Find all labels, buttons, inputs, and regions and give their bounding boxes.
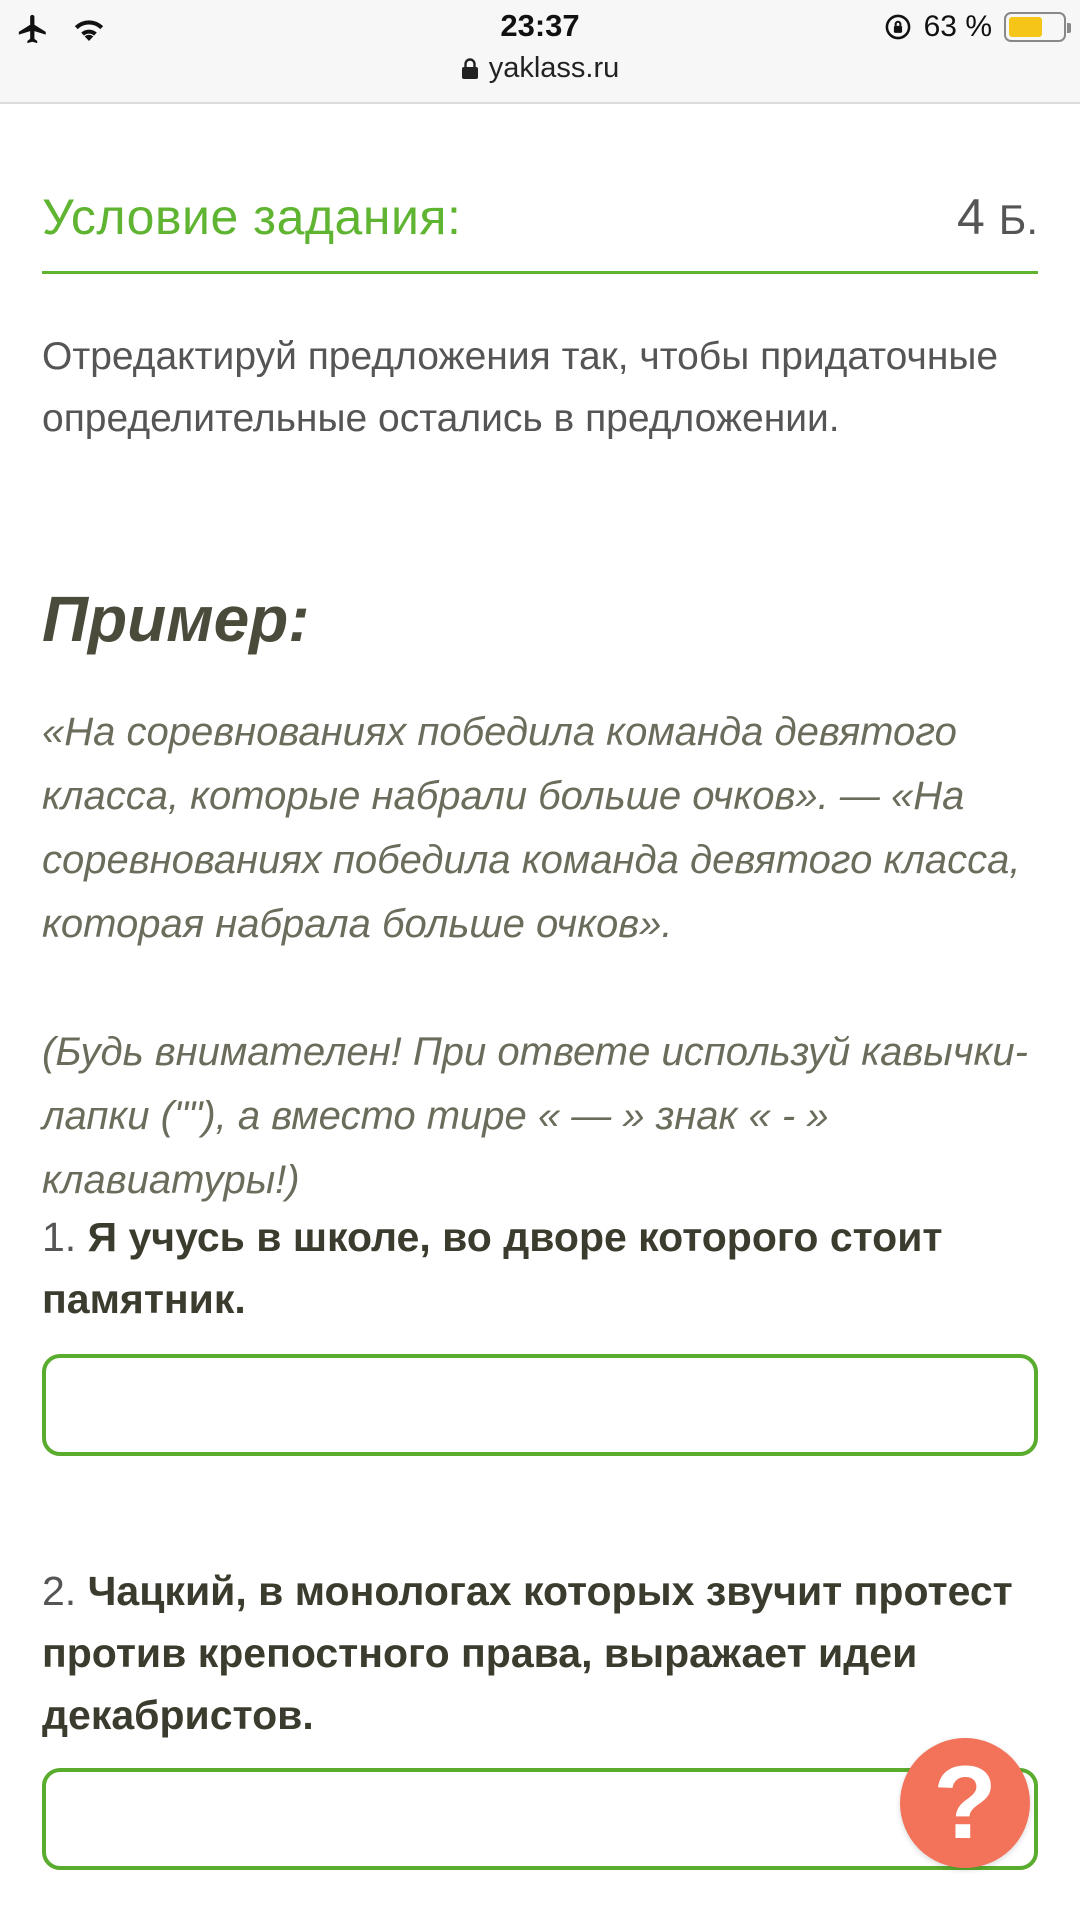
example-note: (Будь внимателен! При ответе используй кавычки-лапки (""), а вместо тире « — » знак « - » клавиатуры!): [42, 1030, 1028, 1202]
battery-level: [1009, 17, 1042, 37]
status-bar: [0, 0, 1080, 104]
question-text: Я учусь в школе, во дворе которого стоит памятник.: [42, 1214, 943, 1322]
help-button[interactable]: [900, 1738, 1030, 1868]
task-instruction: Отредактируй предложения так, чтобы придаточные определительные остались в предложении.: [42, 335, 999, 440]
status-time: 23:37: [500, 8, 580, 43]
rotation-lock-icon: [884, 13, 912, 41]
question-mark-icon: ?: [933, 1745, 997, 1861]
question-1: [42, 1206, 1038, 1330]
example-heading: Пример:: [42, 583, 310, 655]
task-title: Условие задания:: [42, 189, 462, 245]
question-text: Чацкий, в монологах которых звучит протест против крепостного права, выражает идеи декабристов.: [42, 1568, 1013, 1738]
question-2: [42, 1560, 1038, 1746]
task-header: [42, 188, 1038, 274]
task-points: [957, 188, 1038, 246]
example-text: «На соревнованиях победила команда девятого класса, которые набрали больше очков». — «На соревнованиях победила команда девятого класса, которая набрала больше очков».: [42, 710, 1021, 946]
answer-field-1[interactable]: [42, 1354, 1038, 1456]
lock-icon: [461, 58, 479, 80]
battery-percent: 63 %: [923, 10, 992, 43]
address-bar[interactable]: [0, 52, 1080, 85]
url-text: yaklass.ru: [488, 52, 620, 84]
points-unit: Б.: [998, 196, 1038, 243]
question-number: 1.: [42, 1214, 77, 1260]
answer-field-2[interactable]: [42, 1768, 1038, 1870]
question-number: 2.: [42, 1568, 77, 1614]
battery-icon: [1004, 12, 1066, 42]
points-value: 4: [957, 189, 985, 245]
status-right: [884, 10, 1066, 44]
